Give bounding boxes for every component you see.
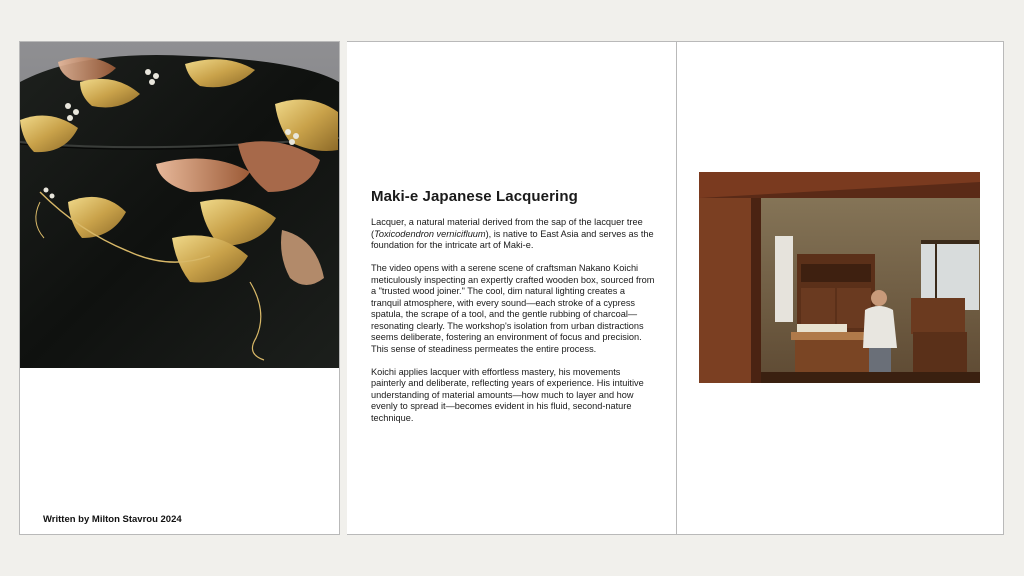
para1-after: ), is native to East Asia and serves as the foundation for the intricate art of Maki-e. bbox=[371, 228, 654, 250]
left-page bbox=[19, 41, 340, 535]
para1-before: Lacquer, a natural material derived from the sap of the lacquer tree ( bbox=[371, 217, 643, 239]
lacquer-box-image bbox=[20, 42, 339, 368]
article bbox=[371, 188, 655, 436]
paragraph-technique: Koichi applies lacquer with effortless mastery, his movements painterly and deliberate, reflecting years of experience. His intuitive understanding of material amounts—how much to layer and how evenly to spread it—becomes evident in his fluid, second-nature technique. bbox=[371, 366, 644, 423]
right-page bbox=[677, 41, 1004, 535]
author-credit: Written by Milton Stavrou 2024 bbox=[43, 514, 182, 525]
workshop-photo bbox=[699, 172, 980, 383]
scientific-name: Toxicodendron vernicifluum bbox=[374, 228, 486, 239]
middle-page bbox=[347, 41, 677, 535]
paragraph-intro bbox=[371, 217, 655, 252]
article-title: Maki-e Japanese Lacquering bbox=[371, 188, 578, 205]
paragraph-video: The video opens with a serene scene of craftsman Nakano Koichi meticulously inspecting an expertly crafted wooden box, sourced from a "trusted wood joiner." The cool, dim natural lighting creates a tranquil atmosphere, with every sound—each stroke of a cypress spatula, the scrape of a tool, and the gentle rubbing of charcoal—resonating clearly. The workshop's isolation from urban distractions seems deliberate, fostering an environment of focus and precision. This sense of steadiness permeates the entire process. bbox=[371, 263, 655, 354]
